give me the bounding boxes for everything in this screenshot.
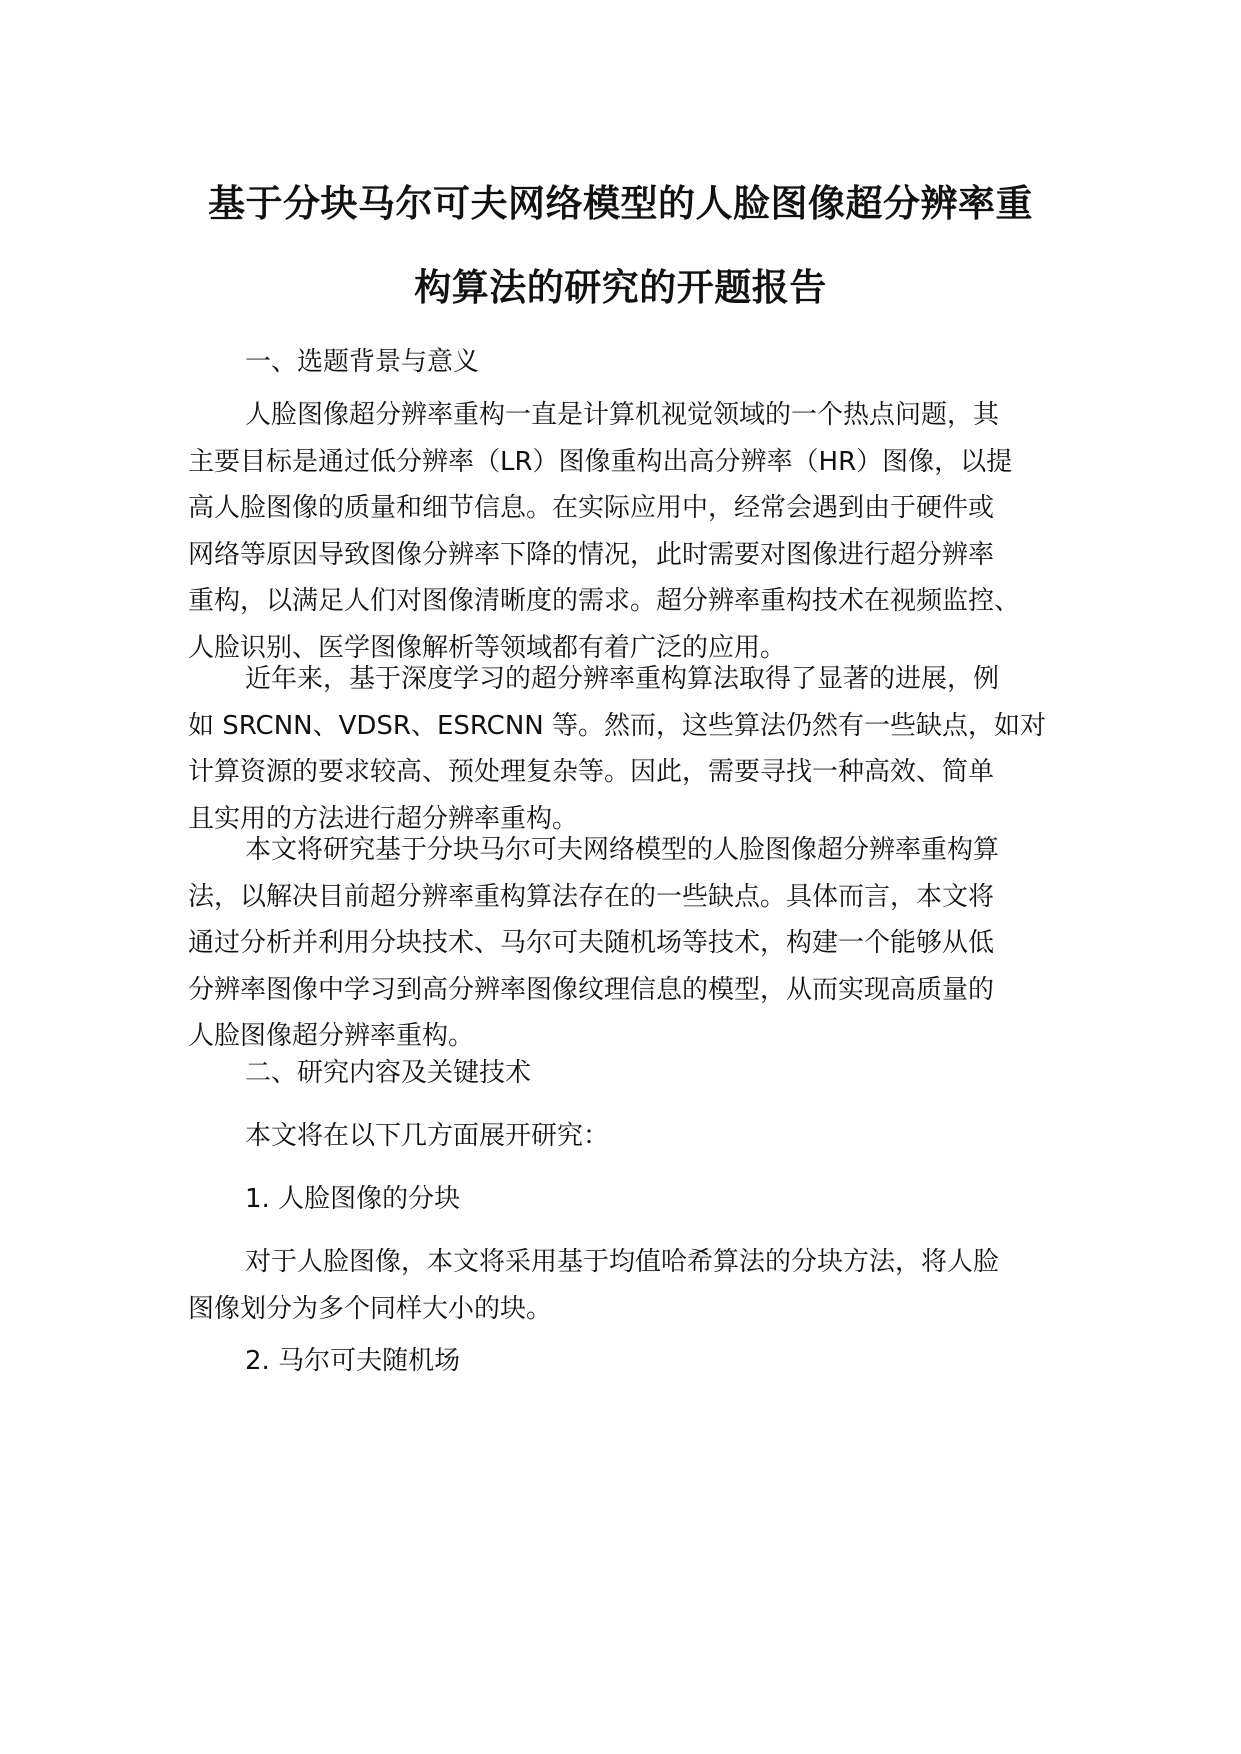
paragraph-background-1 xyxy=(188,392,1068,671)
text-line: 本文将研究基于分块马尔可夫网络模型的人脸图像超分辨率重构算 xyxy=(245,835,1000,865)
paragraph-background-2 xyxy=(188,656,1068,842)
text-line: 且实用的方法进行超分辨率重构。 xyxy=(188,803,579,834)
text-line: 如 SRCNN、VDSR、ESRCNN 等。然而，这些算法仍然有一些缺点，如对 xyxy=(188,710,1046,741)
text-line: 近年来，基于深度学习的超分辨率重构算法取得了显著的进展，例 xyxy=(245,664,1000,694)
section-heading-research: 二、研究内容及关键技术 xyxy=(245,1058,532,1088)
list-item-heading-1: 1. 人脸图像的分块 xyxy=(245,1184,461,1214)
text-line: 人脸图像超分辨率重构。 xyxy=(188,1021,475,1051)
document-title-line-1: 基于分块马尔可夫网络模型的人脸图像超分辨率重 xyxy=(208,182,1033,225)
text-line: 主要目标是通过低分辨率（LR）图像重构出高分辨率（HR）图像，以提 xyxy=(188,446,1013,477)
text-line: 对于人脸图像，本文将采用基于均值哈希算法的分块方法，将人脸 xyxy=(245,1247,1000,1277)
text-line: 通过分析并利用分块技术、马尔可夫随机场等技术，构建一个能够从低 xyxy=(188,928,995,958)
text-line: 重构，以满足人们对图像清晰度的需求。超分辨率重构技术在视频监控、 xyxy=(188,586,1021,616)
text-line: 图像划分为多个同样大小的块。 xyxy=(188,1293,553,1324)
text-line: 高人脸图像的质量和细节信息。在实际应用中，经常会遇到由于硬件或 xyxy=(188,493,995,523)
text-line: 分辨率图像中学习到高分辨率图像纹理信息的模型，从而实现高质量的 xyxy=(188,974,995,1005)
paragraph-background-3 xyxy=(188,827,1068,1060)
text-line: 人脸识别、医学图像解析等领域都有着广泛的应用。 xyxy=(188,632,787,663)
text-line: 网络等原因导致图像分辨率下降的情况，此时需要对图像进行超分辨率 xyxy=(188,539,995,570)
paragraph-intro-list: 本文将在以下几方面展开研究： xyxy=(245,1121,610,1151)
paragraph-blocking xyxy=(188,1239,1068,1332)
text-line: 法，以解决目前超分辨率重构算法存在的一些缺点。具体而言，本文将 xyxy=(188,881,995,912)
document-title-line-2: 构算法的研究的开题报告 xyxy=(414,266,827,309)
text-line: 计算资源的要求较高、预处理复杂等。因此，需要寻找一种高效、简单 xyxy=(188,757,995,787)
text-line: 人脸图像超分辨率重构一直是计算机视觉领域的一个热点问题，其 xyxy=(245,400,1000,430)
section-heading-background: 一、选题背景与意义 xyxy=(245,347,480,377)
list-item-heading-2: 2. 马尔可夫随机场 xyxy=(245,1346,461,1376)
